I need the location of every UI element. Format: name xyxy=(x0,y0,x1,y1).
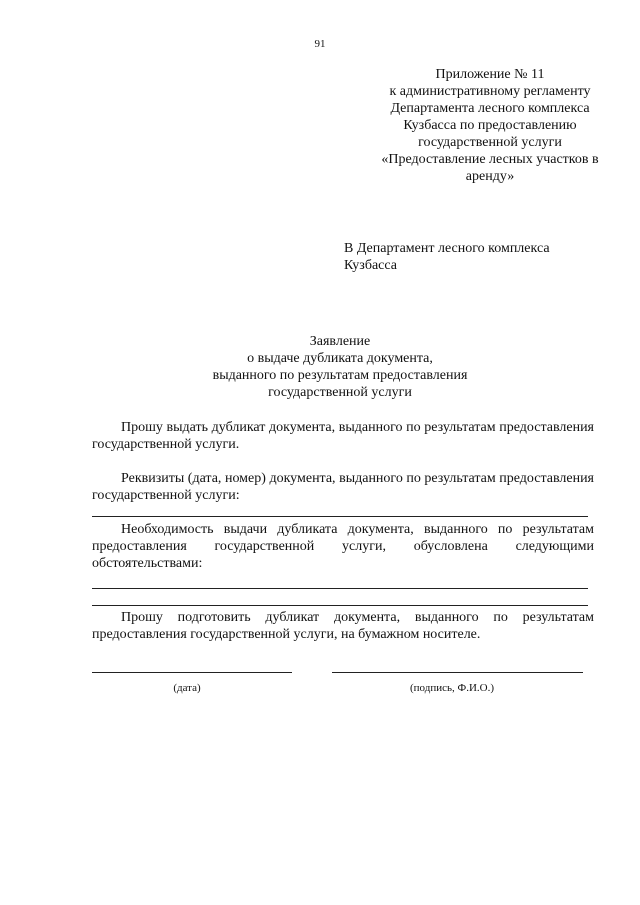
date-line[interactable] xyxy=(92,672,292,673)
fill-in-line[interactable] xyxy=(92,516,588,517)
title-line: Заявление xyxy=(309,334,371,349)
appendix-line: Департамента лесного комплекса xyxy=(390,101,590,116)
addressee-line: Кузбасса xyxy=(344,258,397,273)
addressee-block xyxy=(344,240,604,274)
appendix-line: Приложение № 11 xyxy=(435,67,545,82)
document-title xyxy=(0,333,640,401)
signature-caption: (подпись, Ф.И.О.) xyxy=(410,682,494,694)
page-number: 91 xyxy=(314,38,326,50)
fill-in-line[interactable] xyxy=(92,588,588,589)
title-line: о выдаче дубликата документа, xyxy=(247,351,433,366)
appendix-line: государственной услуги xyxy=(418,135,562,150)
title-line: государственной услуги xyxy=(268,385,412,400)
appendix-line: к административному регламенту xyxy=(389,84,591,99)
title-line: выданного по результатам предоставления xyxy=(212,368,468,383)
appendix-header xyxy=(360,66,620,185)
appendix-line: «Предоставление лесных участков в xyxy=(381,152,599,167)
paragraph-prepare: Прошу подготовить дубликат документа, выданного по результатам предоставления государственной услуги, на бумажном носителе. xyxy=(92,610,594,642)
paragraph-request: Прошу выдать дубликат документа, выданного по результатам предоставления государственной услуги. xyxy=(92,420,594,452)
paragraph-necessity: Необходимость выдачи дубликата документа, выданного по результатам предоставления государственной услуги, обусловлена следующими обстоятельствами: xyxy=(92,522,594,571)
addressee-line: В Департамент лесного комплекса xyxy=(344,241,550,256)
date-caption: (дата) xyxy=(173,682,201,694)
appendix-line: Кузбасса по предоставлению xyxy=(403,118,577,133)
fill-in-line[interactable] xyxy=(92,605,588,606)
appendix-line: аренду» xyxy=(465,169,515,184)
paragraph-requisites: Реквизиты (дата, номер) документа, выданного по результатам предоставления государственной услуги: xyxy=(92,471,594,503)
signature-line[interactable] xyxy=(332,672,583,673)
